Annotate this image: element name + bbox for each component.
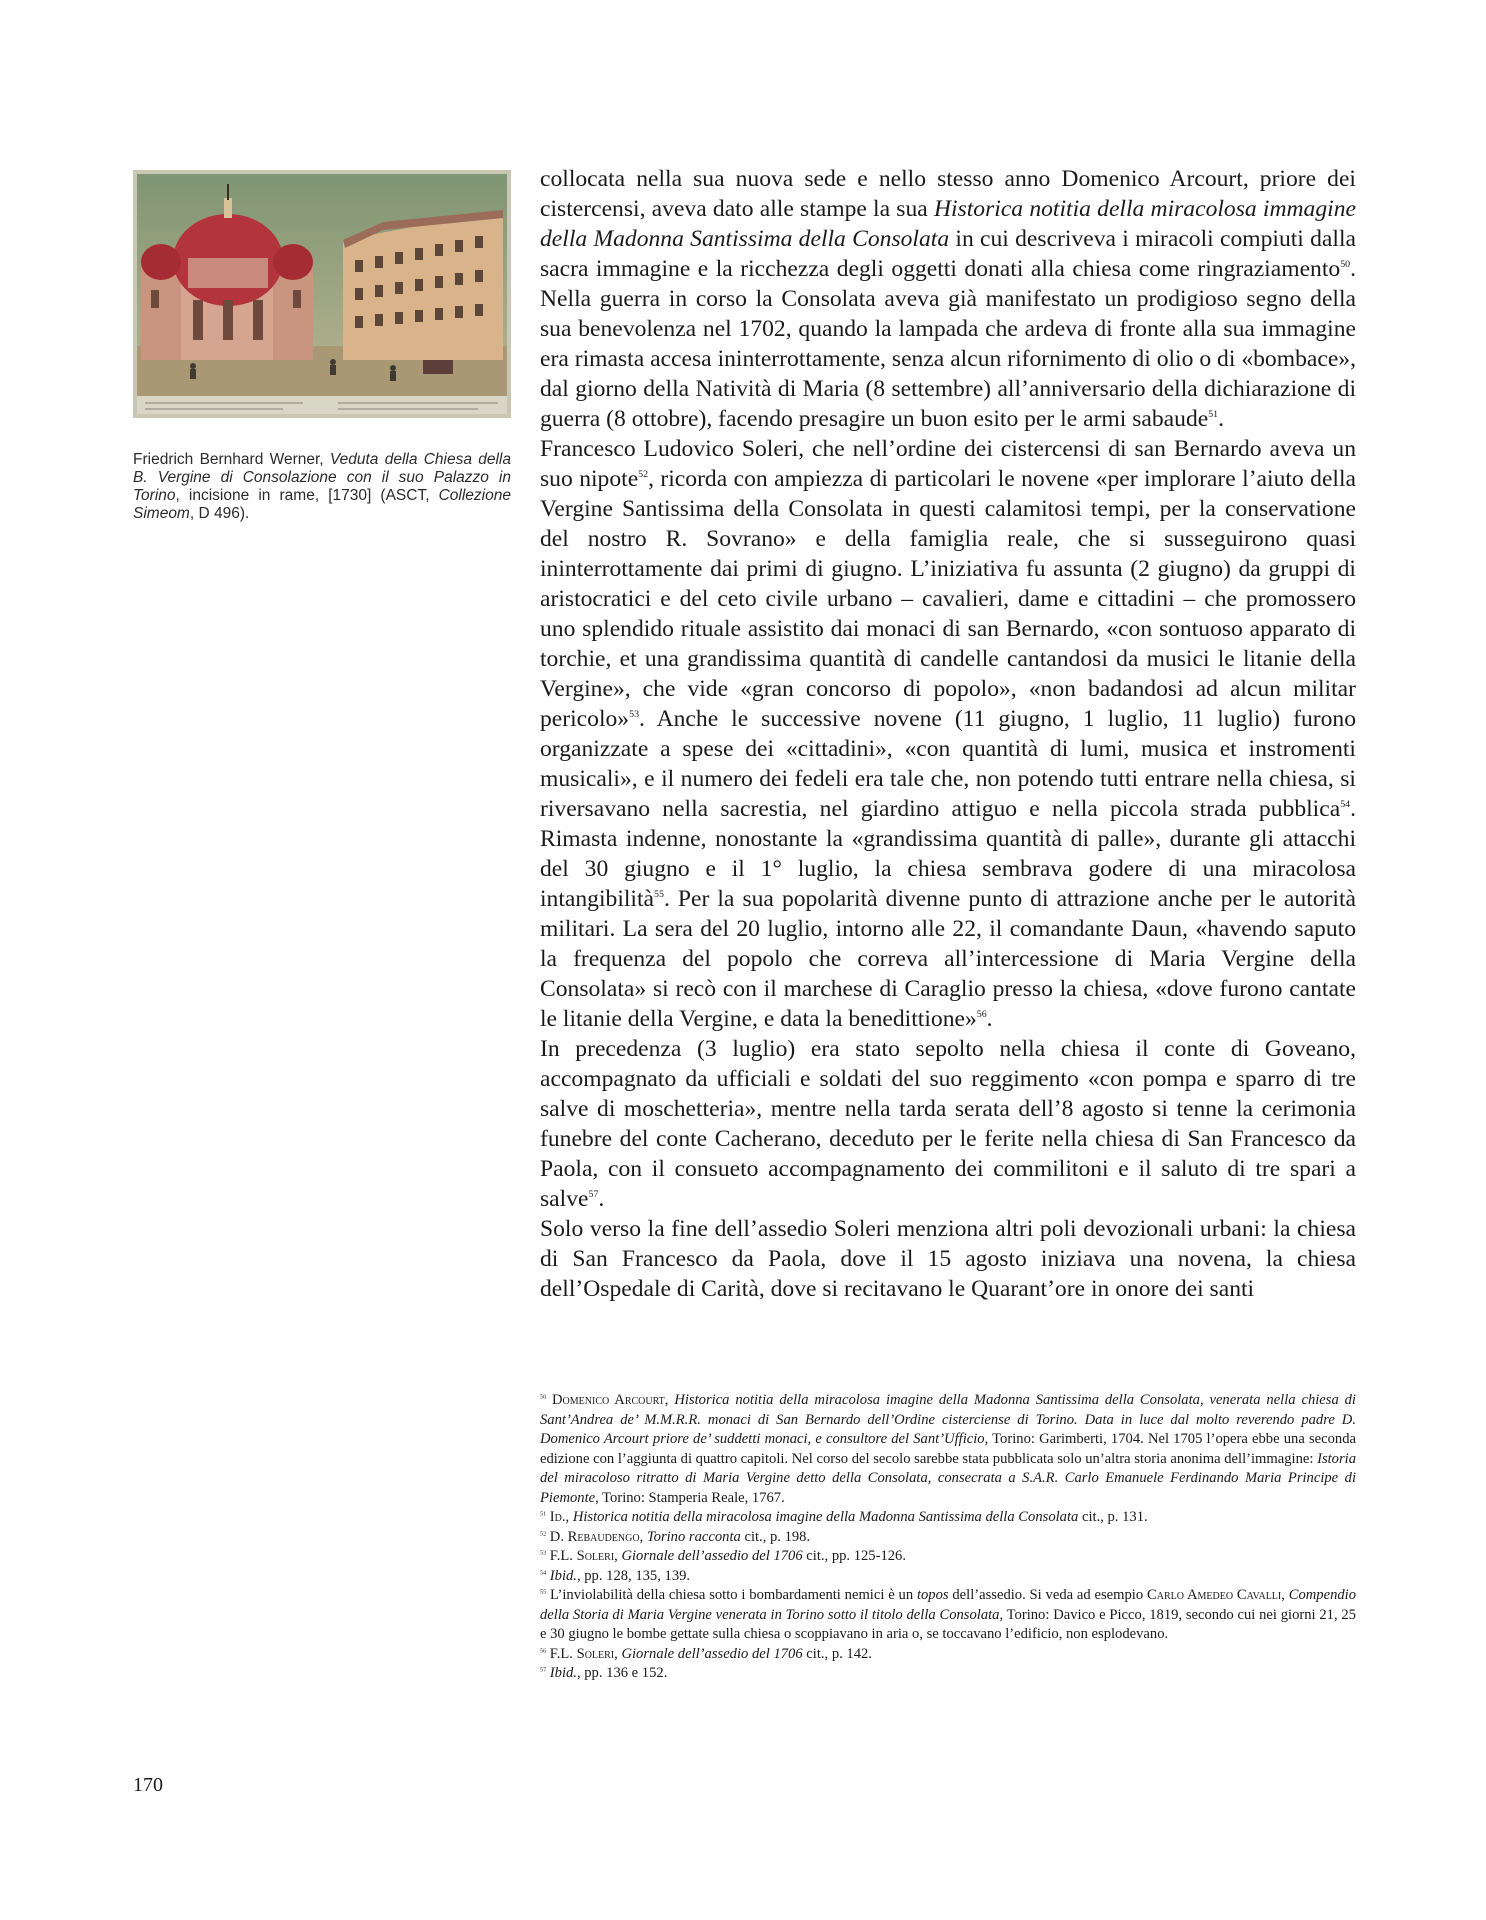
- caption-rest-end: , D 496).: [189, 505, 250, 522]
- text-run: Solo verso la fine dell’assedio Soleri menziona altri poli devozionali urbani: la chiesa di San Francesco da Paola, dove il 15 agosto iniziava una novena, la chiesa dell’Ospedale di Carità, dove si recitavano le Quarant’ore in onore dei santi: [540, 1216, 1356, 1302]
- note-reference: 50: [1340, 259, 1351, 271]
- note-reference: 54: [540, 1569, 547, 1576]
- note-reference: 50: [540, 1394, 547, 1401]
- note-reference: 51: [540, 1511, 547, 1518]
- text-run: . Rimasta indenne, nonostante la «grandissima quantità di palle», durante gli attacchi del 30 giugno e il 1° luglio, la chiesa sembrava godere di una miracolosa intangibilità: [540, 796, 1356, 912]
- note-reference: 57: [588, 1189, 599, 1201]
- italic-text: Ibid.: [549, 1665, 577, 1681]
- text-run: in cui descriveva i miracoli compiuti dalla sacra immagine e la ricchezza degli oggetti donati alla chiesa come ringraziamento: [540, 226, 1356, 282]
- text-run: collocata nella sua nuova sede e nello stesso anno Domenico Arcourt, priore dei cistercensi, aveva dato alle stampe la sua: [540, 166, 1356, 222]
- small-caps-name: Soleri: [576, 1645, 615, 1662]
- text-run: . Nella guerra in corso la Consolata aveva già manifestato un prodigioso segno della sua benevolenza nel 1702, quando la lampada che ardeva di fronte alla sua immagine era rimasta accesa ininterrottamente, senza alcun rifornimento di olio o di «bombace», dal giorno della Natività di Maria (8 settembre) all’anniversario della dichiarazione di guerra (8 ottobre), facendo presagire un buon esito per le armi sabaude: [540, 256, 1356, 432]
- text-run: cit., pp. 125-126.: [802, 1548, 907, 1564]
- italic-text: Ibid.: [549, 1567, 577, 1584]
- note-reference: 56: [540, 1647, 547, 1654]
- paragraph: [540, 1214, 1356, 1304]
- small-caps-name: Id.: [546, 1509, 566, 1525]
- caption-author: Friedrich Bernhard Werner,: [133, 451, 330, 468]
- text-run: ,: [664, 1392, 675, 1408]
- text-run: cit., p. 198.: [740, 1528, 811, 1545]
- italic-text: Istoria del miracoloso ritratto di Maria Vergine detto della Consolata, consecrata a S.A.R. Carlo Emanuele Ferdinando Maria Principe di Piemonte: [540, 1450, 1356, 1506]
- text-run: .: [1218, 406, 1225, 432]
- footnote: [540, 1567, 1356, 1587]
- text-run: ,: [565, 1509, 573, 1525]
- note-reference: 52: [638, 469, 649, 481]
- text-run: . Per la sua popolarità divenne punto di attrazione anche per le autorità militari. La sera del 20 luglio, intorno alle 22, il comandante Daun, «havendo saputo la frequenza del popolo che correva all’intercessione di Maria Vergine della Consolata» si recò con il marchese di Caraglio presso la chiesa, «dove furono cantate le litanie della Vergine, e data la benedittione»: [540, 886, 1356, 1032]
- figure-caption: [133, 451, 511, 523]
- text-run: ,: [1281, 1587, 1289, 1603]
- caption-rest: , incisione in rame, [1730] (ASCT,: [175, 487, 439, 504]
- text-run: .: [598, 1186, 605, 1212]
- footnote: [540, 1528, 1356, 1548]
- italic-text: Giornale dell’assedio del 1706: [621, 1645, 803, 1662]
- text-run: L’inviolabilità della chiesa sotto i bombardamenti nemici è un: [546, 1587, 917, 1603]
- note-reference: 51: [1208, 409, 1219, 421]
- note-reference: 52: [540, 1530, 547, 1537]
- text-run: D.: [546, 1528, 568, 1545]
- note-reference: 53: [629, 709, 640, 721]
- paragraph: [540, 434, 1356, 1034]
- text-run: , pp. 136 e 152.: [576, 1665, 668, 1681]
- text-run: cit., p. 142.: [802, 1645, 872, 1662]
- page-number: 170: [133, 1774, 163, 1796]
- main-text: [540, 164, 1356, 1304]
- note-reference: 55: [654, 889, 664, 901]
- engraving-image: [133, 170, 511, 418]
- text-run: Francesco Ludovico Soleri, che nell’ordine dei cistercensi di san Bernardo aveva un suo nipote: [540, 436, 1356, 492]
- text-run: . Anche le successive novene (11 giugno, 1 luglio, 11 luglio) furono organizzate a spese dei «cittadini», «con quantità di lumi, musica et instromenti musicali», e il numero dei fedeli era tale che, non potendo tutti entrare nella chiesa, si riversavano nella sacrestia, nel giardino attiguo e nella piccola strada pubblica: [540, 706, 1356, 822]
- note-reference: 53: [540, 1550, 547, 1557]
- caption-title: Veduta della Chiesa della B. Vergine di Consolazione con il suo Palazzo in Torino: [133, 451, 511, 504]
- footnote: [540, 1547, 1356, 1567]
- italic-text: topos: [916, 1587, 949, 1603]
- text-run: , Torino: Stamperia Reale, 1767.: [595, 1489, 785, 1506]
- small-caps-name: Rebaudengo: [567, 1528, 640, 1545]
- small-caps-name: Domenico Arcourt: [546, 1392, 665, 1408]
- text-run: ,: [639, 1528, 647, 1545]
- footnote: [540, 1508, 1356, 1528]
- text-run: , ricorda con ampiezza di particolari le novene «per implorare l’aiuto della Vergine Santissima della Consolata in questi calamitosi tempi, per la conservatione del nostro R. Sovrano» e della famiglia reale, che si susseguirono quasi ininterrottamente dai primi di giugno. L’iniziativa fu assunta (2 giugno) da gruppi di aristocratici e del ceto civile urbano – cavalieri, dame e cittadini – che promossero uno splendido rituale assistito dai monaci di san Bernardo, «con sontuoso apparato di torchie, et una grandissima quantità di candelle cantandosi da musici le litanie della Vergine», che vide «gran concorso di popolo», «non badandosi ad alcun militar pericolo»: [540, 466, 1356, 732]
- note-reference: 55: [540, 1589, 547, 1596]
- text-run: .: [986, 1006, 993, 1032]
- text-run: ,: [614, 1548, 622, 1564]
- small-caps-name: Carlo Amedeo Cavalli: [1146, 1587, 1282, 1603]
- small-caps-name: Soleri: [576, 1548, 615, 1564]
- text-run: ,: [614, 1645, 622, 1662]
- text-run: , Torino: Davico e Picco, 1819, secondo cui nei giorni 21, 25 e 30 giugno le bombe gettate sulla chiesa o scoppiavano in aria o, se toccavano l’edificio, non esplodevano.: [540, 1606, 1356, 1642]
- text-run: , pp. 128, 135, 139.: [576, 1567, 691, 1584]
- footnote: [540, 1391, 1356, 1508]
- italic-text: Historica notitia della miracolosa immagine della Madonna Santissima della Consolata: [540, 196, 1356, 252]
- note-reference: 54: [1340, 799, 1351, 811]
- footnotes: [540, 1391, 1356, 1684]
- italic-text: Torino racconta: [646, 1528, 741, 1545]
- text-run: cit., p. 131.: [1078, 1509, 1148, 1525]
- paragraph: [540, 1034, 1356, 1214]
- text-run: , Torino: Garimberti, 1704. Nel 1705 l’opera ebbe una seconda edizione con l’aggiunta di quattro capitoli. Nel corso del secolo sarebbe stata pubblicata solo un’altra storia anonima dell’immagine:: [540, 1431, 1356, 1467]
- footnote: [540, 1645, 1356, 1665]
- italic-text: Giornale dell’assedio del 1706: [621, 1548, 803, 1564]
- footnote: [540, 1664, 1356, 1684]
- italic-text: Historica notitia della miracolosa imagine della Madonna Santissima della Consolata, venerata nella chiesa di Sant’Andrea de’ M.M.R.R. monaci di San Bernardo dell’Ordine cisterciense di Torino. Data in luce dal molto reverendo padre D. Domenico Arcourt priore de’ suddetti monaci, e consultore del Sant’Ufficio: [540, 1392, 1356, 1447]
- note-reference: 56: [976, 1009, 987, 1021]
- text-run: F.L.: [546, 1645, 577, 1662]
- italic-text: Compendio della Storia di Maria Vergine venerata in Torino sotto il titolo della Consolata: [540, 1587, 1357, 1623]
- paragraph: [540, 164, 1356, 434]
- text-run: F.L.: [546, 1548, 577, 1564]
- footnote: [540, 1586, 1356, 1645]
- text-run: dell’assedio. Si veda ad esempio: [948, 1587, 1147, 1603]
- caption-collection: Collezione Simeom: [133, 487, 511, 522]
- italic-text: Historica notitia della miracolosa imagine della Madonna Santissima della Consolata: [572, 1509, 1079, 1525]
- note-reference: 57: [540, 1667, 547, 1674]
- text-run: In precedenza (3 luglio) era stato sepolto nella chiesa il conte di Goveano, accompagnato da ufficiali e soldati del suo reggimento «con pompa e sparro di tre salve di moschetteria», mentre nella tarda serata dell’8 agosto si tenne la cerimonia funebre del conte Cacherano, deceduto per le ferite nella chiesa di San Francesco da Paola, con il consueto accompagnamento dei commilitoni e il saluto di tre spari a salve: [540, 1036, 1356, 1212]
